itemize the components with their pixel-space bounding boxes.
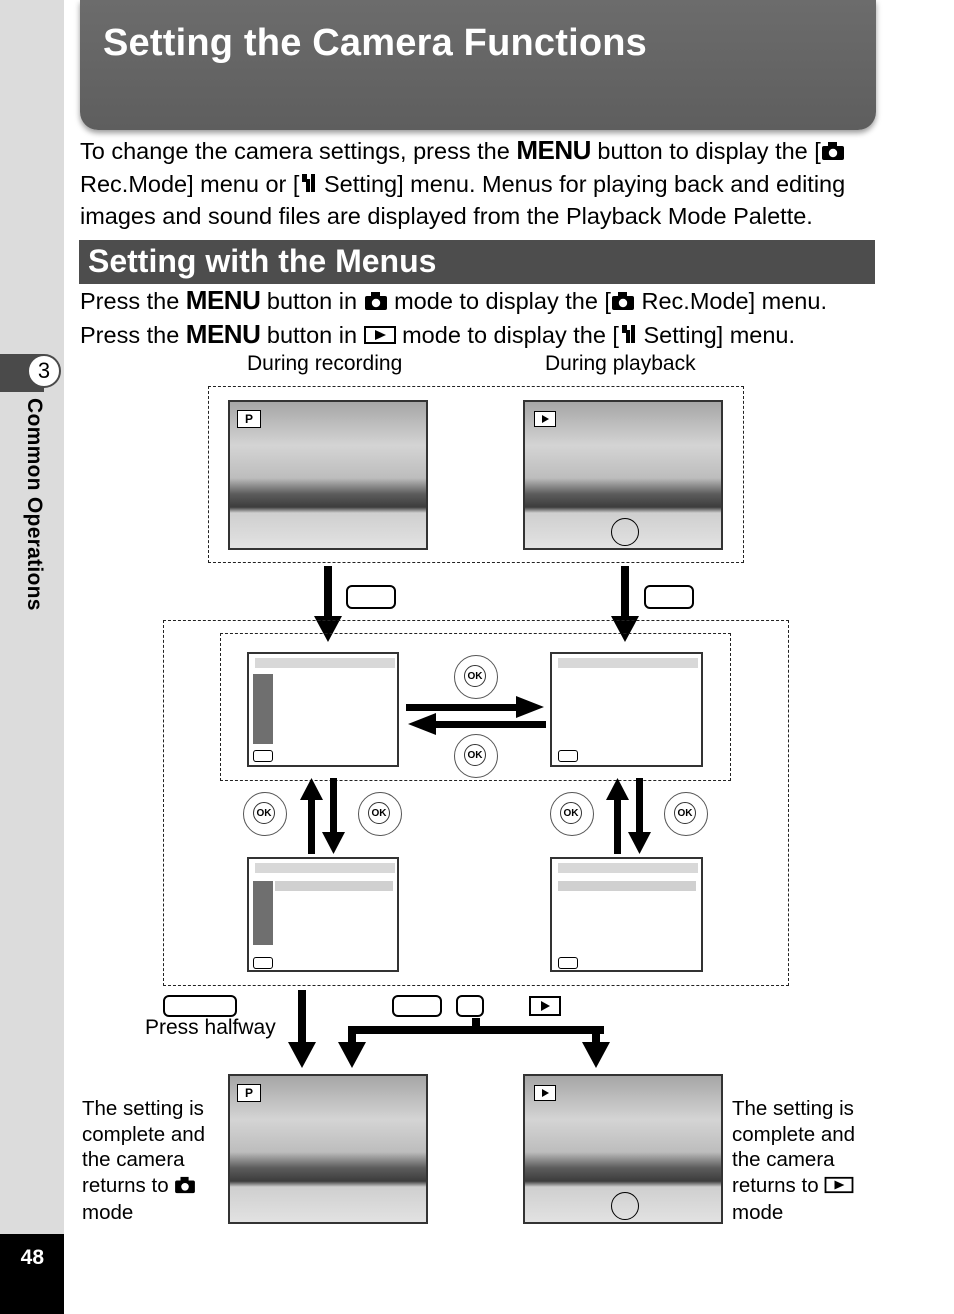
playback-icon [534,1085,556,1101]
four-way-controller-icon [611,1192,639,1220]
intro-paragraph: To change the camera settings, press the MENU button to display the [ Rec.Mode] menu or [ Setting] menu. Menus for playing back and editing images and sound files are displayed from the Playback Mode Palette. [80,135,846,229]
page-title: Setting the Camera Functions [103,22,648,64]
up-down-arrows [606,778,652,854]
playback-icon [529,996,561,1016]
label-during-playback: During playback [545,352,696,375]
menu-button-icon [392,995,442,1017]
chapter-title: Common Operations [23,398,46,611]
rec-mode-menu-screen [247,652,399,767]
split-arrow-icon [336,1018,616,1070]
caption-right: The setting is complete and the camera returns to mode [732,1097,856,1224]
ok-button-icon: OK [243,792,287,836]
playback-screen-result [523,1074,723,1224]
setting-icon [299,171,317,202]
up-down-arrows [300,778,346,854]
ok-button-icon: OK [664,792,708,836]
menu-button-icon [253,750,273,762]
menu-button-icon [558,957,578,969]
menu-word: MENU [185,318,261,349]
chapter-number: 3 [27,354,61,388]
menu-side-icons [253,881,273,945]
menu-button-icon [346,585,396,609]
caption-left: The setting is complete and the camera returns to mode [82,1097,206,1224]
rec-mode-submenu-screen [247,857,399,972]
ok-button-icon: OK [550,792,594,836]
menu-word: MENU [185,285,261,315]
playback-icon [824,1175,854,1201]
menu-tab-bar [255,863,395,873]
camera-icon [174,1175,196,1201]
setting-menu-screen [550,652,703,767]
menu-side-icons [253,674,273,744]
arrow-down-icon [284,990,320,1070]
menu-highlight-row [275,881,393,891]
camera-icon [821,138,845,169]
menu-tab-bar [558,658,698,668]
setting-icon [619,322,637,353]
section-paragraph: Press the MENU button in mode to display the [ Rec.Mode] menu. Press the MENU button in mode to display the [ Setting] menu. [80,285,880,352]
page-number: 48 [0,1234,64,1314]
section-heading: Setting with the Menus [88,243,437,279]
four-way-controller-icon [611,518,639,546]
mode-button-icon [456,995,484,1017]
recording-screen-result [228,1074,428,1224]
menu-word: MENU [516,135,591,165]
menu-tab-bar [558,863,698,873]
menu-highlight-row [558,881,696,891]
tab-switch-arrows [406,694,546,738]
camera-icon [611,288,635,319]
menu-button-icon [253,957,273,969]
playback-icon [364,322,396,353]
title-bar [80,0,876,130]
ok-button-icon: OK [358,792,402,836]
playback-screen [523,400,723,550]
mode-badge-p: P [237,1084,261,1102]
shutter-button-icon [163,995,237,1017]
mode-badge-p: P [237,410,261,428]
ok-button-icon: OK [454,734,498,778]
menu-button-icon [644,585,694,609]
recording-screen [228,400,428,550]
playback-icon [534,411,556,427]
camera-icon [364,288,388,319]
setting-submenu-screen [550,857,703,972]
menu-tab-bar [255,658,395,668]
press-halfway-label: Press halfway [145,1016,276,1039]
menu-button-icon [558,750,578,762]
label-during-recording: During recording [247,352,403,375]
ok-button-icon: OK [454,655,498,699]
